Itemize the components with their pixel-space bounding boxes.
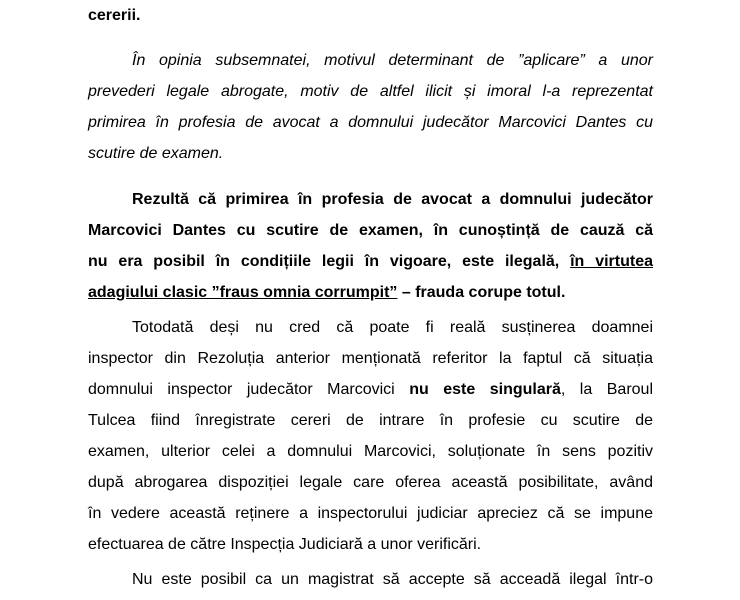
text-run: , la Baroul (560, 381, 653, 398)
text-run: nu era posibil în condițiile legii în vigoare, este ilegală, (88, 253, 571, 270)
text-line: primirea în profesia de avocat a domnului judecător Marcovici Dantes cu (88, 114, 653, 131)
text-line: cererii. (88, 7, 141, 24)
paragraph-cererii (88, 0, 653, 31)
text-line: Marcovici Dantes cu scutire de examen, în cunoștință de cauză că (88, 222, 653, 239)
text-run: domnului inspector judecător Marcovici (88, 381, 410, 398)
text-line: Tulcea fiind înregistrate cereri de intrare în profesie cu scutire de (88, 412, 653, 429)
text-line (88, 277, 653, 308)
text-line: scutire de examen. (88, 145, 224, 162)
text-line: În opinia subsemnatei, motivul determinant de ”aplicare” a unor (132, 52, 653, 69)
paragraph-rezulta (88, 184, 653, 308)
text-line: inspector din Rezoluția anterior menționată referitor la faptul că situația (88, 350, 653, 367)
text-line: după abrogarea dispoziției legale care oferea această posibilitate, având (88, 474, 653, 491)
underlined-text: în virtutea (570, 253, 653, 270)
text-line: Nu este posibil ca un magistrat să accepte să acceadă ilegal într-o (132, 571, 653, 588)
text-line (88, 246, 653, 277)
text-line: prevederi legale abrogate, motiv de altfel ilicit și imoral l-a reprezentat (88, 83, 653, 100)
text-run: – frauda corupe totul. (397, 284, 566, 301)
paragraph-nu-este (88, 564, 653, 595)
paragraph-totodata (88, 312, 653, 560)
text-line: examen, ulterior celei a domnului Marcovici, soluționate în sens pozitiv (88, 443, 653, 460)
bold-text: nu este singulară (409, 381, 561, 398)
text-line: Rezultă că primirea în profesia de avocat a domnului judecător (132, 191, 653, 208)
text-line: efectuarea de către Inspecția Judiciară a unor verificări. (88, 536, 482, 553)
paragraph-opinia (88, 45, 653, 169)
text-line (88, 374, 653, 405)
text-line: în vedere această reținere a inspectorului judiciar apreciez că se impune (88, 505, 653, 522)
text-line: Totodată deși nu cred că poate fi reală susținerea doamnei (132, 319, 653, 336)
underlined-text: adagiului clasic ”fraus omnia corrumpit” (88, 284, 398, 301)
